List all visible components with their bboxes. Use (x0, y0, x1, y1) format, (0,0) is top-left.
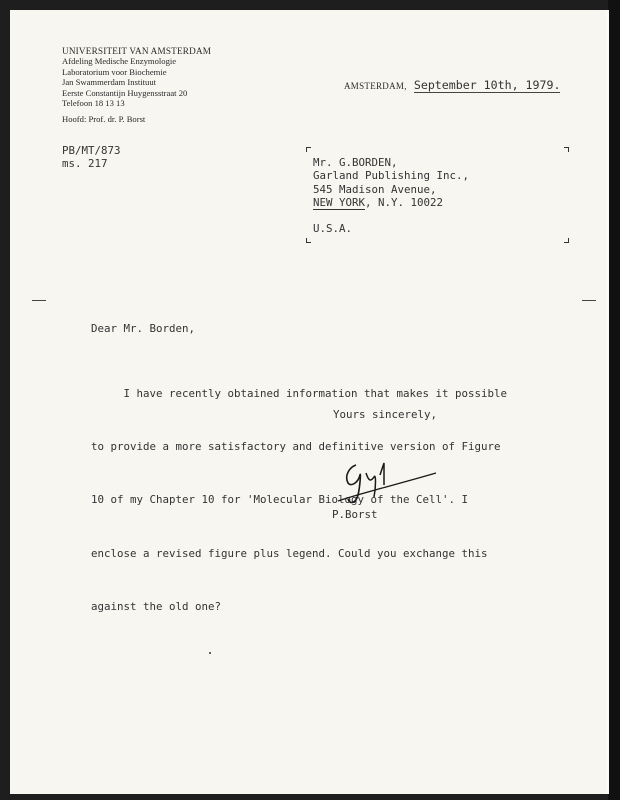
address-corner-mark (306, 147, 311, 152)
recipient-street: 545 Madison Avenue, (313, 182, 437, 196)
address-corner-mark (564, 147, 569, 152)
body-line: enclose a revised figure plus legend. Could you exchange this (91, 546, 488, 560)
letterhead-head: Hoofd: Prof. dr. P. Borst (62, 114, 146, 125)
letterhead-organization: UNIVERSITEIT VAN AMSTERDAM (62, 46, 212, 56)
recipient-city-line (313, 196, 469, 209)
place-date (344, 74, 560, 93)
letterhead-department: Afdeling Medische Enzymologie (62, 56, 177, 67)
ink-speck (209, 652, 211, 654)
body-line: I have recently obtained information that makes it possible (91, 386, 508, 400)
letter-page (10, 10, 609, 794)
recipient-country: U.S.A. (313, 221, 353, 235)
salutation: Dear Mr. Borden, (91, 322, 196, 335)
fold-mark-left (32, 300, 46, 301)
recipient-city: NEW YORK (313, 196, 366, 210)
recipient-company: Garland Publishing Inc., (313, 169, 470, 183)
binder-edge (608, 0, 620, 800)
address-corner-mark (564, 238, 569, 243)
reference-code: PB/MT/873 (62, 144, 121, 157)
address-corner-mark (306, 238, 311, 243)
closing: Yours sincerely, (333, 408, 438, 421)
recipient-state-zip: , N.Y. 10022 (365, 196, 444, 210)
letterhead-street: Eerste Constantijn Huygensstraat 20 (62, 87, 188, 98)
letter-place: AMSTERDAM, (344, 81, 407, 91)
letterhead-institute: Jan Swammerdam Instituut (62, 77, 157, 88)
handwritten-signature (332, 457, 442, 509)
letter-date: September 10th, 1979. (413, 78, 561, 92)
fold-mark-right (582, 300, 596, 301)
reference-block (62, 144, 121, 170)
body-line: against the old one? (91, 600, 222, 614)
letterhead (62, 46, 211, 125)
letter-body (91, 349, 561, 652)
letterhead-phone: Telefoon 18 13 13 (62, 98, 125, 109)
letterhead-laboratory: Laboratorium voor Biochemie (62, 66, 167, 77)
body-line: to provide a more satisfactory and definitive version of Figure (91, 439, 501, 453)
body-line: 10 of my Chapter 10 for 'Molecular Biology of the Cell'. I (91, 493, 469, 507)
manuscript-number: ms. 217 (62, 157, 108, 170)
recipient-address (313, 156, 469, 235)
recipient-name: Mr. G.BORDEN, (313, 156, 398, 169)
signer-name: P.Borst (332, 508, 378, 521)
